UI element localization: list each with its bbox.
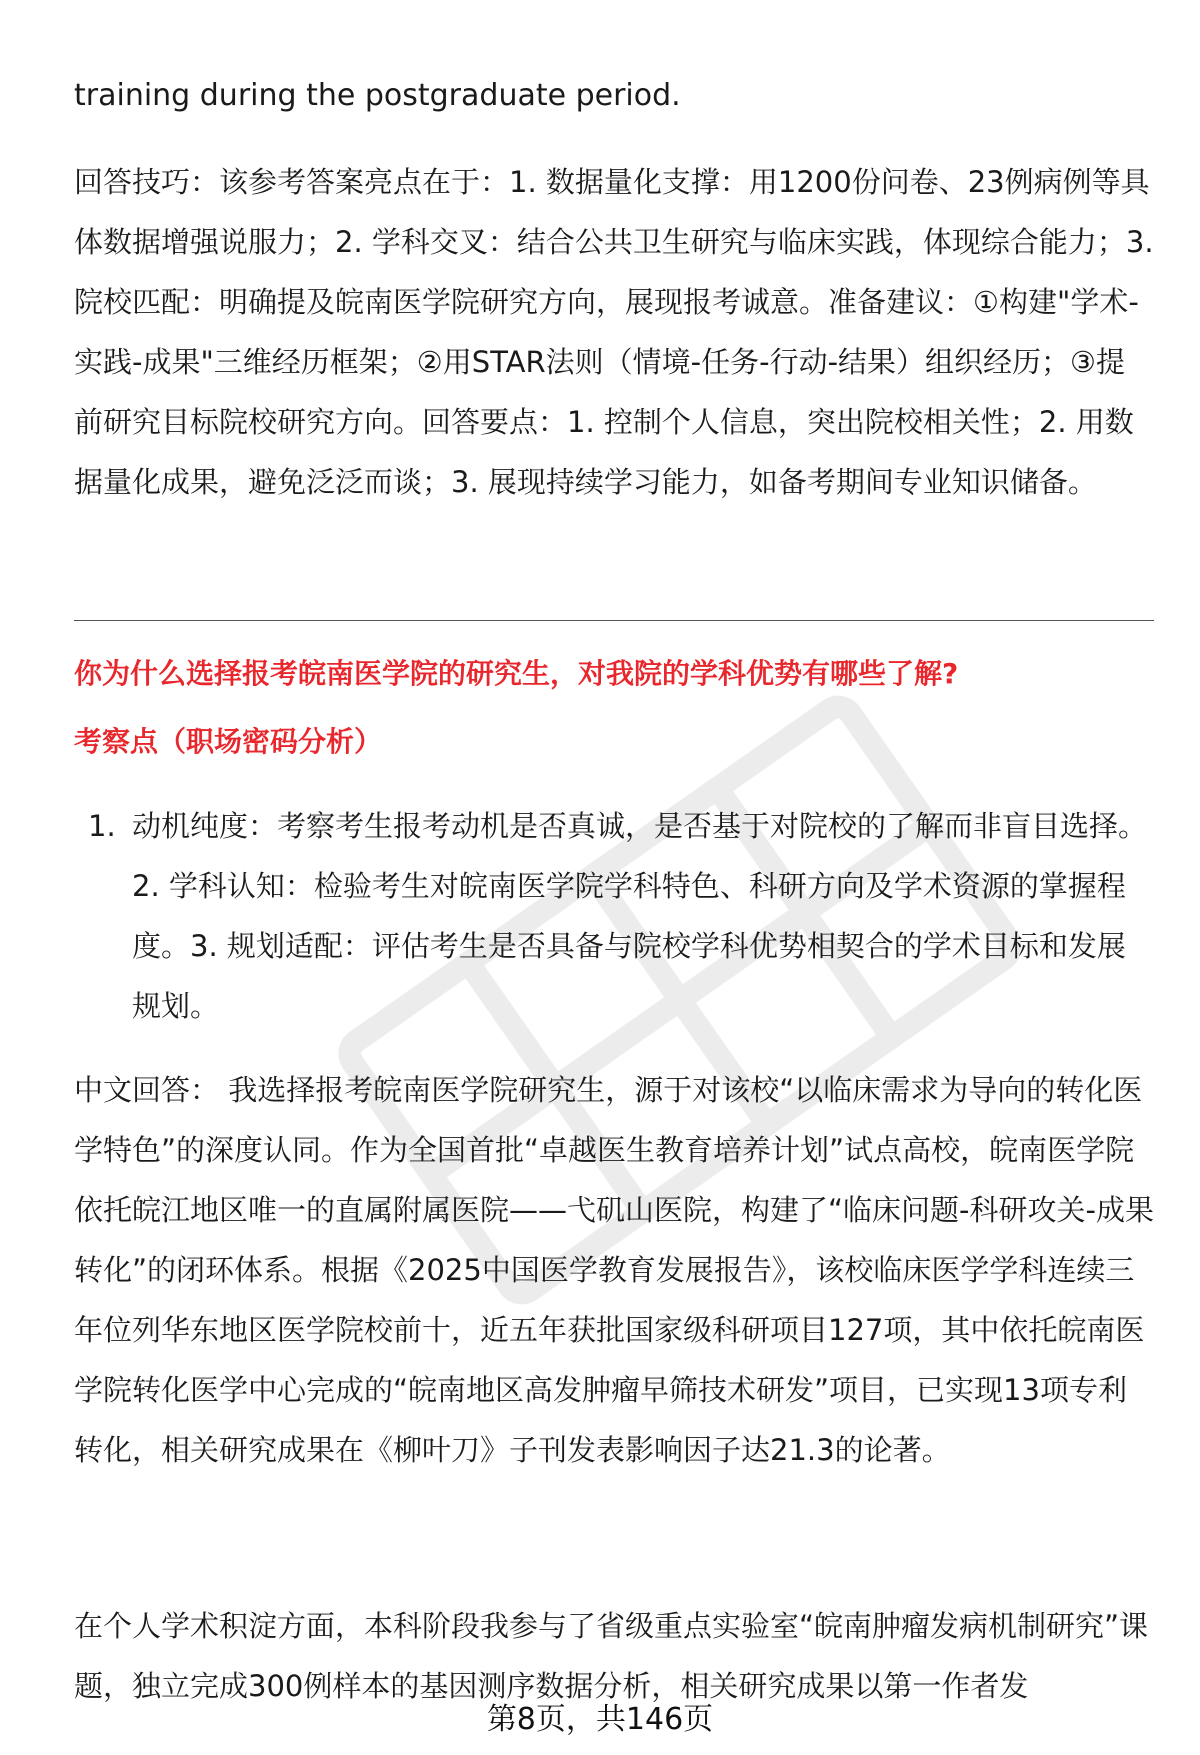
- exam-point-list: [88, 796, 1154, 1036]
- list-item-number: 1.: [88, 809, 116, 843]
- list-item: [88, 796, 1154, 1036]
- list-item-text: 动机纯度：考察考生报考动机是否真诚，是否基于对院校的了解而非盲目选择。2. 学科认知：检验考生对皖南医学院学科特色、科研方向及学术资源的掌握程度。3. 规划适配：评估考生是否具备与院校学科优势相契合的学术目标和发展规划。: [132, 809, 1148, 1023]
- english-answer-tail: training during the postgraduate period.: [74, 78, 681, 113]
- section-divider: [74, 620, 1154, 621]
- answer-tips-paragraph: 回答技巧：该参考答案亮点在于：1. 数据量化支撑：用1200份问卷、23例病例等具体数据增强说服力；2. 学科交叉：结合公共卫生研究与临床实践，体现综合能力；3. 院校匹配：明确提及皖南医学院研究方向，展现报考诚意。准备建议：①构建"学术-实践-成果"三维经历框架；②用STAR法则（情境-任务-行动-结果）组织经历；③提前研究目标院校研究方向。回答要点：1. 控制个人信息，突出院校相关性；2. 用数据量化成果，避免泛泛而谈；3. 展现持续学习能力，如备考期间专业知识储备。: [74, 165, 1154, 499]
- question-heading: 你为什么选择报考皖南医学院的研究生，对我院的学科优势有哪些了解?: [74, 657, 959, 690]
- page-number-footer: 第8页，共146页: [486, 1702, 714, 1737]
- exam-point-heading: 考察点（职场密码分析）: [74, 725, 383, 758]
- chinese-answer-paragraph: 中文回答： 我选择报考皖南医学院研究生，源于对该校“以临床需求为导向的转化医学特色”的深度认同。作为全国首批“卓越医生教育培养计划”试点高校，皖南医学院依托皖江地区唯一的直属附属医院——弋矶山医院，构建了“临床问题-科研攻关-成果转化”的闭环体系。根据《2025中国医学教育发展报告》，该校临床医学学科连续三年位列华东地区医学院校前十，近五年获批国家级科研项目127项，其中依托皖南医学院转化医学中心完成的“皖南地区高发肿瘤早筛技术研发”项目，已实现13项专利转化，相关研究成果在《柳叶刀》子刊发表影响因子达21.3的论著。: [74, 1073, 1154, 1467]
- personal-background-paragraph: 在个人学术积淀方面，本科阶段我参与了省级重点实验室“皖南肿瘤发病机制研究”课题，独立完成300例样本的基因测序数据分析，相关研究成果以第一作者发: [74, 1609, 1149, 1703]
